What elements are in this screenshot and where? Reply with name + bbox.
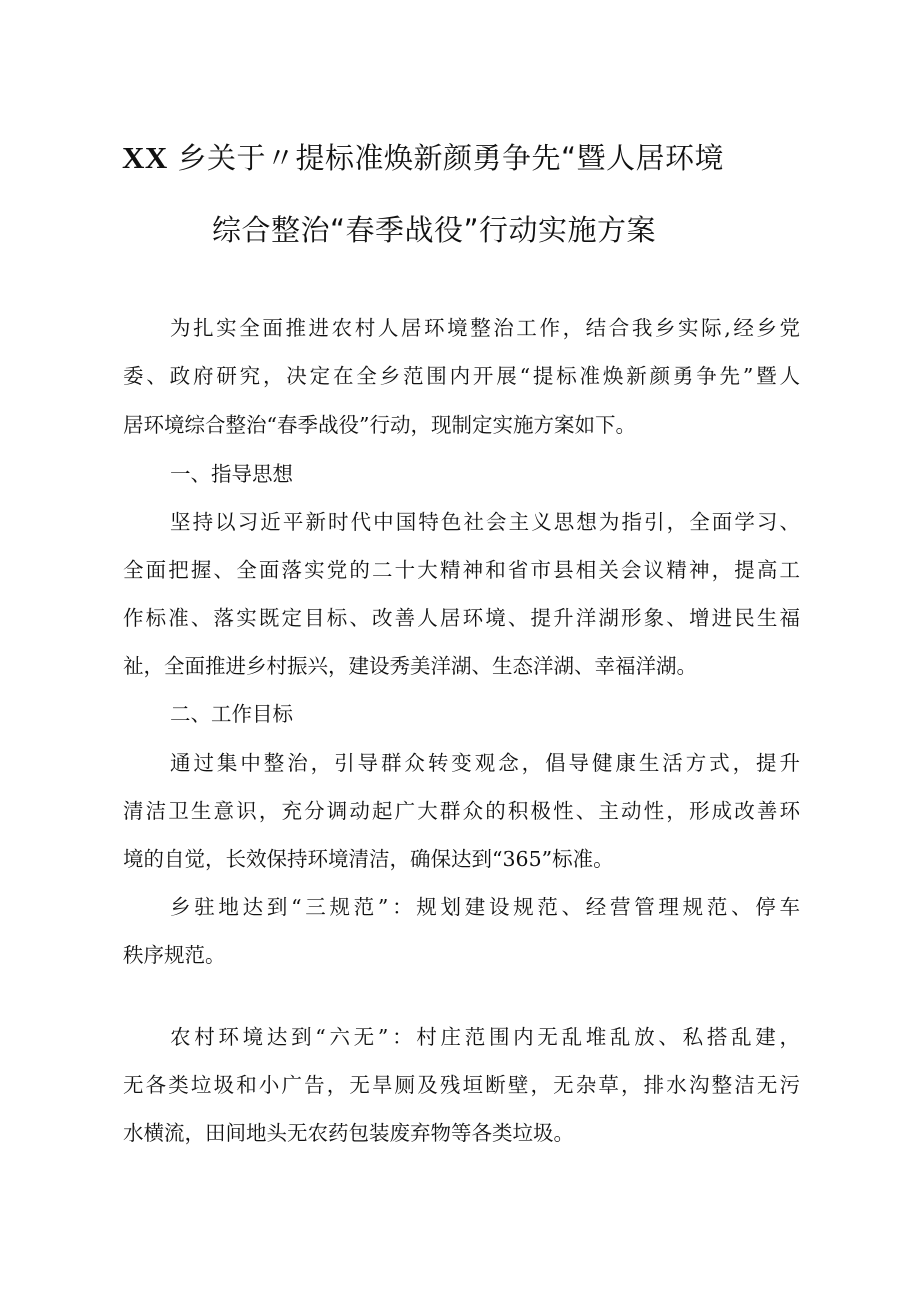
- text-line: 坚持以习近平新时代中国特色社会主义思想为指引，全面学习、: [170, 510, 800, 534]
- text-line: 秩序规范。: [123, 943, 226, 967]
- text-line: 全面把握、全面落实党的二十大精神和省市县相关会议精神，提高工: [123, 558, 800, 582]
- text-line: 无各类垃圾和小广告，无旱厕及残垣断壁，无杂草，排水沟整洁无污: [123, 1073, 800, 1097]
- text-line: 农村环境达到“六无”：村庄范围内无乱堆乱放、私搭乱建，: [170, 1025, 800, 1049]
- text-line: 一、指导思想: [170, 462, 293, 486]
- text-line: 境的自觉，长效保持环境清洁，确保达到“365”标准。: [123, 847, 614, 871]
- text-line: 乡驻地达到“三规范”：规划建设规范、经营管理规范、停车: [170, 895, 800, 919]
- title-text: 乡关于〃提标准焕新颜勇争先“暨人居环境: [167, 141, 725, 175]
- text-line: 清洁卫生意识，充分调动起广大群众的积极性、主动性，形成改善环: [123, 799, 800, 823]
- title-prefix: XX: [122, 140, 168, 175]
- text-line: 通过集中整治，引导群众转变观念，倡导健康生活方式，提升: [170, 751, 800, 775]
- text-line: 祉，全面推进乡村振兴，建设秀美洋湖、生态洋湖、幸福洋湖。: [123, 654, 697, 678]
- document-title-line-1: [122, 136, 724, 177]
- document-title-line-2: 综合整治“春季战役”行动实施方案: [212, 213, 657, 247]
- text-line: 作标准、落实既定目标、改善人居环境、提升洋湖形象、增进民生福: [123, 606, 800, 630]
- text-line: 为扎实全面推进农村人居环境整治工作，结合我乡实际,经乡党: [170, 316, 800, 340]
- text-line: 水横流，田间地头无农药包装废弃物等各类垃圾。: [123, 1121, 574, 1145]
- text-line: 居环境综合整治“春季战役”行动，现制定实施方案如下。: [123, 413, 636, 437]
- text-line: 二、工作目标: [170, 702, 293, 726]
- text-line: 委、政府研究，决定在全乡范围内开展“提标准焕新颜勇争先”暨人: [123, 364, 800, 388]
